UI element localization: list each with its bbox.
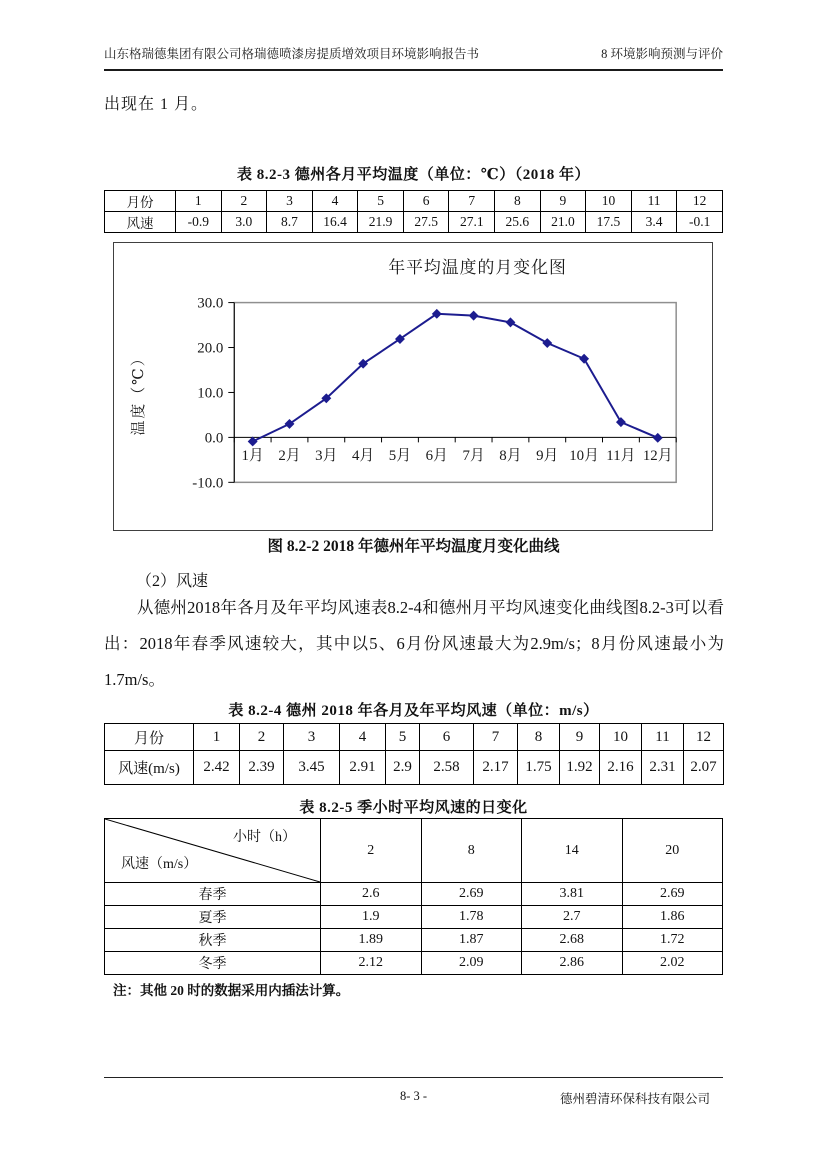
svg-text:5月: 5月: [388, 448, 412, 465]
svg-text:20.0: 20.0: [197, 340, 224, 357]
cell: 2: [240, 724, 284, 751]
cell: 2.31: [642, 751, 684, 785]
cell: 5: [386, 724, 420, 751]
table-8-2-3: [104, 190, 723, 233]
header-report-title: 山东格瑞德集团有限公司格瑞德喷漆房提质增效项目环境影响报告书: [104, 47, 480, 61]
table-row-winter: [105, 952, 723, 975]
cell: 21.9: [358, 212, 404, 233]
cell: 4: [312, 191, 358, 212]
cell: 11: [631, 191, 677, 212]
cell: 1.75: [518, 751, 560, 785]
cell: 16.4: [312, 212, 358, 233]
cell: 2.12: [321, 952, 422, 975]
cell: 2.6: [321, 883, 422, 906]
cell: 2.16: [600, 751, 642, 785]
cell: 1.86: [622, 906, 723, 929]
table-header-row: [105, 819, 723, 883]
table-row: [105, 191, 723, 212]
cell: 12: [684, 724, 724, 751]
svg-text:10.0: 10.0: [197, 385, 224, 402]
temperature-chart-svg: [114, 243, 712, 530]
intro-text: 出现在 1 月。: [104, 96, 209, 113]
cell: 25.6: [495, 212, 541, 233]
cell: 3.45: [284, 751, 340, 785]
svg-text:10月: 10月: [569, 448, 599, 465]
cell: 27.1: [449, 212, 495, 233]
cell: 3.81: [522, 883, 623, 906]
cell: 4: [340, 724, 386, 751]
svg-text:6月: 6月: [425, 448, 448, 465]
cell: 2.7: [522, 906, 623, 929]
table-row: [105, 724, 724, 751]
svg-text:3月: 3月: [315, 448, 338, 465]
corner-label-hour: 小时（h）: [233, 830, 296, 845]
cell: 11: [642, 724, 684, 751]
cell: 2.17: [474, 751, 518, 785]
season-label: 夏季: [105, 906, 321, 929]
cell: 2.39: [240, 751, 284, 785]
cell: 8.7: [267, 212, 313, 233]
cell: 6: [420, 724, 474, 751]
temperature-line-chart: [113, 242, 713, 531]
cell: 2.69: [421, 883, 522, 906]
table-8-2-5-title: 表 8.2-5 季小时平均风速的日变化: [299, 800, 528, 816]
cell: 3.4: [631, 212, 677, 233]
svg-text:-10.0: -10.0: [192, 475, 224, 492]
header-chapter-title: 8 环境影响预测与评价: [601, 47, 723, 61]
cell: 2.58: [420, 751, 474, 785]
cell: 3: [267, 191, 313, 212]
cell: 2: [221, 191, 267, 212]
cell: 3.0: [221, 212, 267, 233]
season-label: 春季: [105, 883, 321, 906]
row-label: 风速: [105, 212, 176, 233]
svg-text:2月: 2月: [278, 448, 301, 465]
cell: 2.68: [522, 929, 623, 952]
cell: 2.86: [522, 952, 623, 975]
svg-text:1月: 1月: [241, 448, 264, 465]
cell: 1: [194, 724, 240, 751]
cell: 3: [284, 724, 340, 751]
page-number: 8- 3 -: [399, 1089, 428, 1103]
body-paragraph: 从德州2018年各月及年平均风速表8.2-4和德州月平均风速变化曲线图8.2-3可以看出：2018年春季风速较大，其中以5、6月份风速最大为2.9m/s；8月份风速最小为1.7m/s。: [104, 598, 724, 689]
hour-header: 20: [622, 819, 723, 883]
row-label: 月份: [105, 724, 194, 751]
svg-text:8月: 8月: [499, 448, 522, 465]
svg-text:温度（℃）: 温度（℃）: [130, 349, 147, 436]
cell: 9: [560, 724, 600, 751]
row-label: 风速(m/s): [105, 751, 194, 785]
cell: 1.78: [421, 906, 522, 929]
table-8-2-4: [104, 723, 724, 785]
diagonal-corner-cell: [105, 819, 321, 883]
table-note: 注：其他 20 时的数据采用内插法计算。: [113, 983, 350, 998]
cell: -0.1: [677, 212, 723, 233]
cell: 2.69: [622, 883, 723, 906]
cell: 7: [474, 724, 518, 751]
cell: 6: [403, 191, 449, 212]
table-row-summer: [105, 906, 723, 929]
cell: 2.02: [622, 952, 723, 975]
table-8-2-5: [104, 818, 723, 975]
cell: 1.89: [321, 929, 422, 952]
table-row-autumn: [105, 929, 723, 952]
cell: 17.5: [586, 212, 632, 233]
cell: 1.92: [560, 751, 600, 785]
svg-text:30.0: 30.0: [197, 295, 224, 312]
section-heading: （2）风速: [136, 573, 209, 590]
svg-text:9月: 9月: [536, 448, 559, 465]
cell: 27.5: [403, 212, 449, 233]
svg-text:12月: 12月: [642, 448, 673, 465]
season-label: 秋季: [105, 929, 321, 952]
season-label: 冬季: [105, 952, 321, 975]
corner-label-windspeed: 风速（m/s）: [121, 857, 198, 872]
table-row: [105, 212, 723, 233]
svg-text:7月: 7月: [462, 448, 485, 465]
cell: 2.9: [386, 751, 420, 785]
cell: 2.42: [194, 751, 240, 785]
page-footer: [104, 1077, 723, 1106]
hour-header: 8: [421, 819, 522, 883]
cell: 1.9: [321, 906, 422, 929]
table-8-2-3-title: 表 8.2-3 德州各月平均温度（单位：℃）（2018 年）: [237, 167, 590, 183]
page-header: [104, 44, 723, 71]
cell: -0.9: [176, 212, 222, 233]
cell: 2.91: [340, 751, 386, 785]
table-row-spring: [105, 883, 723, 906]
cell: 8: [518, 724, 560, 751]
table-row: [105, 751, 724, 785]
svg-text:4月: 4月: [351, 448, 375, 465]
table-8-2-4-title: 表 8.2-4 德州 2018 年各月及年平均风速（单位：m/s）: [228, 703, 599, 719]
figure-caption: 图 8.2-2 2018 年德州年平均温度月变化曲线: [267, 538, 560, 555]
cell: 21.0: [540, 212, 586, 233]
hour-header: 2: [321, 819, 422, 883]
cell: 1: [176, 191, 222, 212]
row-label: 月份: [105, 191, 176, 212]
cell: 7: [449, 191, 495, 212]
cell: 1.87: [421, 929, 522, 952]
cell: 5: [358, 191, 404, 212]
svg-text:0.0: 0.0: [204, 430, 224, 447]
cell: 1.72: [622, 929, 723, 952]
cell: 10: [600, 724, 642, 751]
cell: 2.07: [684, 751, 724, 785]
svg-text:11月: 11月: [606, 448, 636, 465]
cell: 8: [495, 191, 541, 212]
cell: 12: [677, 191, 723, 212]
footer-company: 德州碧清环保科技有限公司: [559, 1092, 710, 1106]
hour-header: 14: [522, 819, 623, 883]
svg-text:年平均温度的月变化图: 年平均温度的月变化图: [388, 257, 567, 277]
cell: 2.09: [421, 952, 522, 975]
cell: 10: [586, 191, 632, 212]
cell: 9: [540, 191, 586, 212]
